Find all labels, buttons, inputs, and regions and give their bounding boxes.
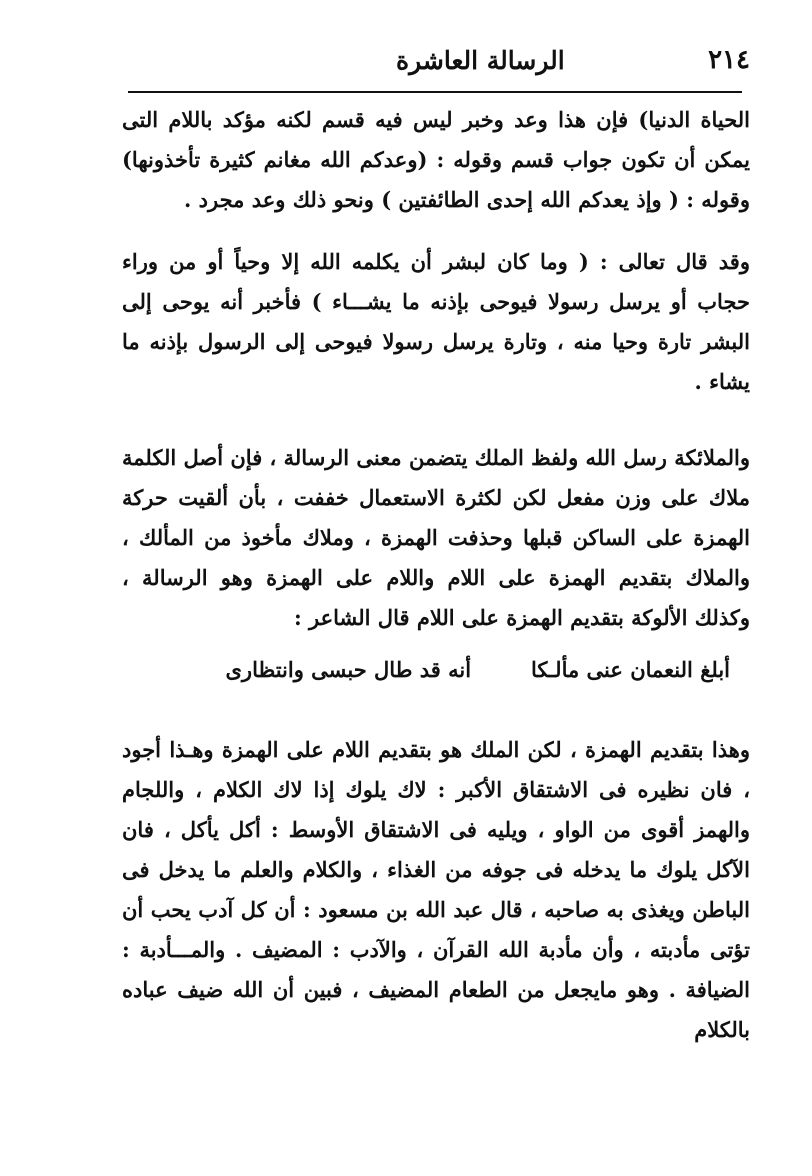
header-divider xyxy=(128,91,742,93)
page-number: ٢١٤ xyxy=(708,45,750,75)
verse-first-hemistich: أبلغ النعمان عنى مألـكا xyxy=(531,657,730,682)
page-body xyxy=(122,100,750,1050)
page-header xyxy=(128,30,750,90)
paragraph-2: وقد قال تعالى : ( وما كان لبشر أن يكلمه الله إلا وحياً أو من وراء حجاب أو يرسل رسولا فيوحى بإذنه ما يشـــاء ) فأخبر أنه يوحى إلى البشر تارة وحيا منه ، وتارة يرسل رسولا فيوحى إلى الرسول بإذنه ما يشاء . xyxy=(122,249,750,394)
verse-second-hemistich: أنه قد طال حبسى وانتظارى xyxy=(225,657,472,682)
poem-verse xyxy=(122,650,750,690)
paragraph-3: والملائكة رسل الله ولفظ الملك يتضمن معنى الرسالة ، فإن أصل الكلمة ملاك على وزن مفعل لكن لكثرة الاستعمال خففت ، بأن ألقيت حركة الهمزة على الساكن قبلها وحذفت الهمزة ، وملاك مأخوذ من المألك ، والملاك بتقديم الهمزة على اللام واللام على الهمزة وهو الرسالة ، وكذلك الألوكة بتقديم الهمزة على اللام قال الشاعر : xyxy=(122,445,750,630)
paragraph-4: وهذا بتقديم الهمزة ، لكن الملك هو بتقديم اللام على الهمزة وهـذا أجود ، فان نظيره فى الاشتقاق الأكبر : لاك يلوك إذا لاك الكلام ، واللجام والهمز أقوى من الواو ، ويليه فى الاشتقاق الأوسط : أكل يأكل ، فان الآكل يلوك ما يدخله فى جوفه من الغذاء ، والكلام والعلم ما يدخل فى الباطن ويغذى به صاحبه ، قال عبد الله بن مسعود : أن كل آدب يحب أن تؤتى مأدبته ، وأن مأدبة الله القرآن ، والآدب : المضيف . والمـــأدبة : الضيافة . وهو مايجعل من الطعام المضيف ، فبين أن الله ضيف عباده بالكلام xyxy=(122,737,751,1042)
paragraph-1: الحياة الدنيا) فإن هذا وعد وخبر ليس فيه قسم لكنه مؤكد باللام التى يمكن أن تكون جواب قسم وقوله : (وعدكم الله مغانم كثيرة تأخذونها) وقوله : ( وإذ يعدكم الله إحدى الطائفتين ) ونحو ذلك وعد مجرد . xyxy=(122,107,750,212)
running-title: الرسالة العاشرة xyxy=(396,45,565,75)
